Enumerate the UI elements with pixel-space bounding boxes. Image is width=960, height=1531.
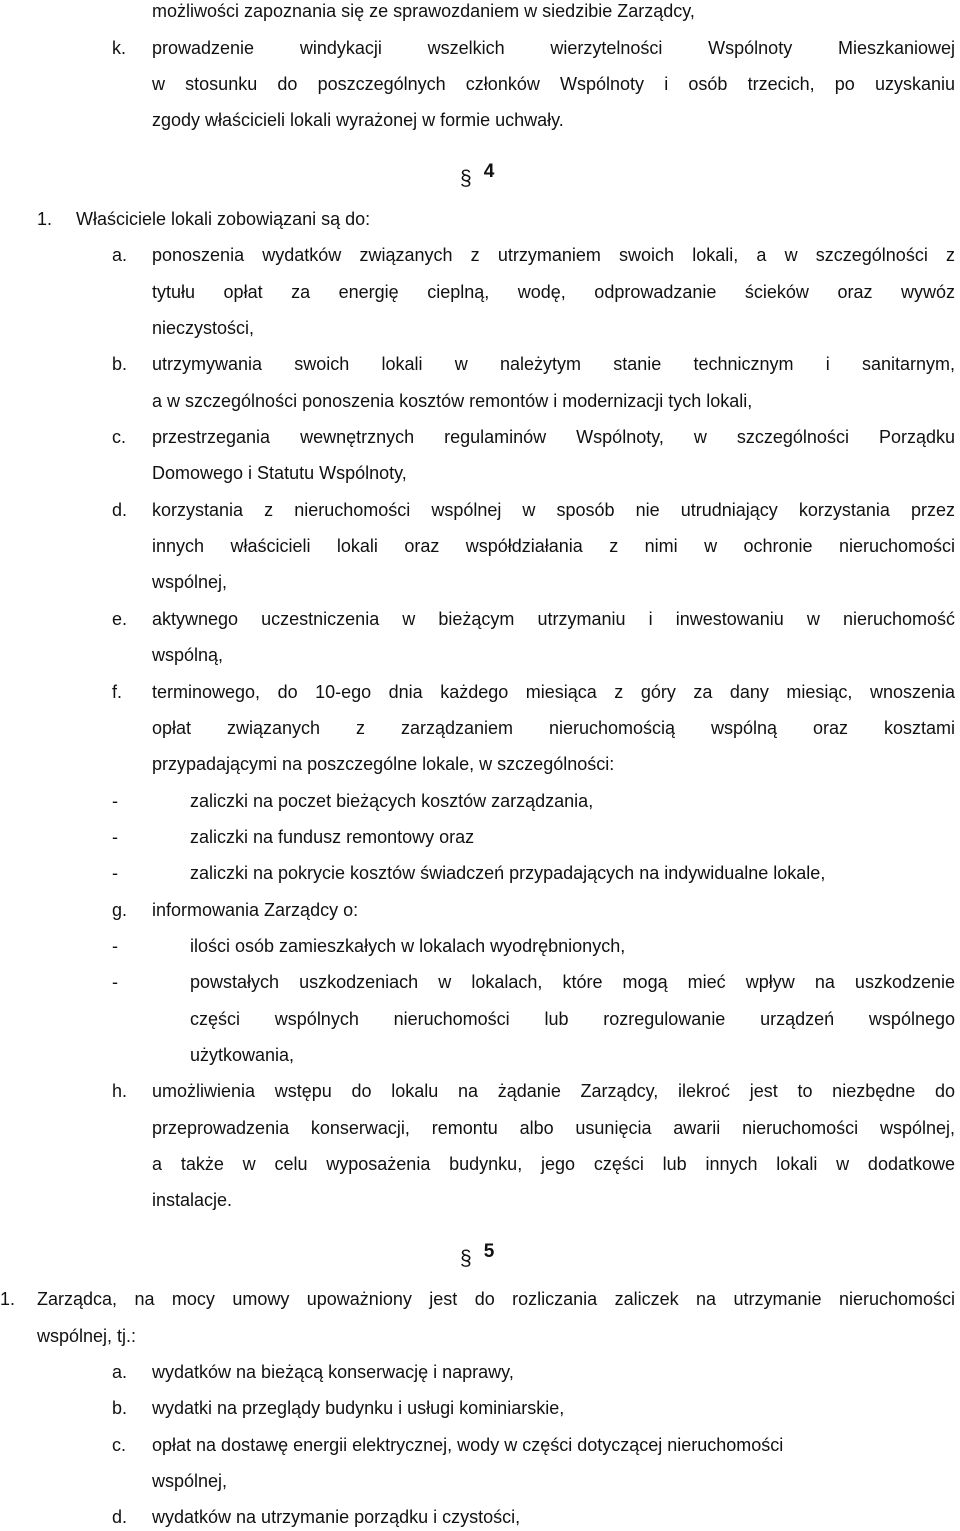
- list-marker: g.: [112, 900, 128, 920]
- text-line: zaliczki na poczet bieżących kosztów zarządzania,: [190, 791, 594, 811]
- text-line: części wspólnych nieruchomości lub rozregulowanie urządzeń wspólnego: [190, 1009, 955, 1029]
- list-marker: k.: [112, 38, 127, 58]
- text-line: przypadającymi na poszczególne lokale, w szczególności:: [152, 754, 615, 774]
- text-line: a także w celu wyposażenia budynku, jego części lub innych lokali w dodatkowe: [152, 1154, 955, 1174]
- text-line: a w szczególności ponoszenia kosztów remontów i modernizacji tych lokali,: [152, 391, 753, 411]
- text-line: innych właścicieli lokali oraz współdziałania z nimi w ochronie nieruchomości: [152, 536, 955, 556]
- section-symbol: §: [460, 167, 472, 190]
- text-line: wspólnej,: [152, 1471, 228, 1491]
- list-marker: c.: [112, 427, 127, 447]
- text-line: informowania Zarządcy o:: [152, 900, 359, 920]
- text-line: przestrzegania wewnętrznych regulaminów Wspólnoty, w szczególności Porządku: [152, 427, 955, 447]
- text-line: ilości osób zamieszkałych w lokalach wyodrębnionych,: [190, 936, 626, 956]
- text-line: w stosunku do poszczególnych członków Wspólnoty i osób trzecich, po uzyskaniu: [152, 74, 955, 94]
- text-line: powstałych uszkodzeniach w lokalach, które mogą mieć wpływ na uszkodzenie: [190, 972, 955, 992]
- list-marker: d.: [112, 500, 128, 520]
- section-symbol: §: [460, 1247, 472, 1270]
- text-line: wydatków na utrzymanie porządku i czystości,: [152, 1507, 521, 1527]
- section-number: 5: [483, 1241, 495, 1262]
- section-number: 4: [483, 161, 495, 182]
- list-marker: b.: [112, 354, 128, 374]
- text-line: ponoszenia wydatków związanych z utrzymaniem swoich lokali, a w szczególności z: [152, 245, 955, 265]
- text-line: korzystania z nieruchomości wspólnej w sposób nie utrudniający korzystania przez: [152, 500, 955, 520]
- list-marker: h.: [112, 1081, 128, 1101]
- list-marker: e.: [112, 609, 128, 629]
- list-marker: d.: [112, 1507, 128, 1527]
- text-line: Zarządca, na mocy umowy upoważniony jest do rozliczania zaliczek na utrzymanie nieruchomości: [37, 1289, 955, 1309]
- text-line: przeprowadzenia konserwacji, remontu albo usunięcia awarii nieruchomości wspólnej,: [152, 1118, 955, 1138]
- text-line: wydatki na przeglądy budynku i usługi kominiarskie,: [152, 1398, 565, 1418]
- text-line: wspólnej,: [152, 572, 228, 592]
- section-heading: [460, 160, 495, 190]
- list-marker: a.: [112, 245, 128, 265]
- text-line: prowadzenie windykacji wszelkich wierzytelności Wspólnoty Mieszkaniowej: [152, 38, 955, 58]
- text-line: zgody właścicieli lokali wyrażonej w formie uchwały.: [152, 110, 564, 130]
- list-marker: a.: [112, 1362, 128, 1382]
- text-line: aktywnego uczestniczenia w bieżącym utrzymaniu i inwestowaniu w nieruchomość: [152, 609, 955, 629]
- text-line: zaliczki na fundusz remontowy oraz: [190, 827, 475, 847]
- list-marker: f.: [112, 682, 123, 702]
- text-line: użytkowania,: [190, 1045, 295, 1065]
- list-marker: b.: [112, 1398, 128, 1418]
- text-line: opłat na dostawę energii elektrycznej, wody w części dotyczącej nieruchomości: [152, 1435, 784, 1455]
- text-line: terminowego, do 10-ego dnia każdego miesiąca z góry za dany miesiąc, wnoszenia: [152, 682, 955, 702]
- text-line: możliwości zapoznania się ze sprawozdaniem w siedzibie Zarządcy,: [152, 1, 695, 21]
- text-line: zaliczki na pokrycie kosztów świadczeń przypadających na indywidualne lokale,: [190, 863, 826, 883]
- section-heading: [460, 1240, 495, 1270]
- text-line: utrzymywania swoich lokali w należytym stanie technicznym i sanitarnym,: [152, 354, 955, 374]
- dash-marker: -: [112, 972, 118, 992]
- list-marker: 1.: [37, 209, 53, 229]
- text-line: opłat związanych z zarządzaniem nieruchomością wspólną oraz kosztami: [152, 718, 955, 738]
- text-line: wydatków na bieżącą konserwację i naprawy,: [152, 1362, 514, 1382]
- text-line: tytułu opłat za energię cieplną, wodę, odprowadzanie ścieków oraz wywóz: [152, 282, 955, 302]
- dash-marker: -: [112, 791, 118, 811]
- text-line: Domowego i Statutu Wspólnoty,: [152, 463, 407, 483]
- text-line: umożliwienia wstępu do lokalu na żądanie Zarządcy, ilekroć jest to niezbędne do: [152, 1081, 955, 1101]
- text-line: Właściciele lokali zobowiązani są do:: [76, 209, 371, 229]
- dash-marker: -: [112, 863, 118, 883]
- dash-marker: -: [112, 936, 118, 956]
- text-line: wspólnej, tj.:: [37, 1326, 137, 1346]
- dash-marker: -: [112, 827, 118, 847]
- text-line: instalacje.: [152, 1190, 233, 1210]
- text-line: nieczystości,: [152, 318, 255, 338]
- list-marker: c.: [112, 1435, 127, 1455]
- list-marker: 1.: [0, 1289, 16, 1309]
- text-line: wspólną,: [152, 645, 224, 665]
